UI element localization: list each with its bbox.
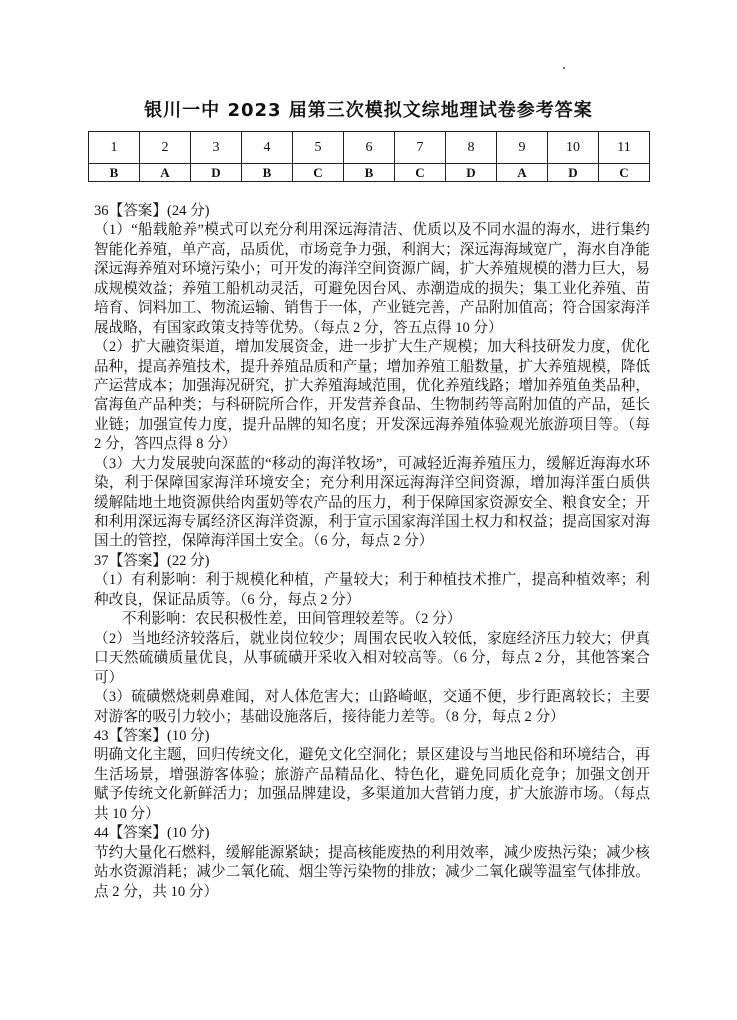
question-number-cell: 4 <box>242 132 293 164</box>
answer-cell: C <box>599 164 650 182</box>
text-line: 可） <box>94 669 124 686</box>
answer-paragraph <box>94 455 650 552</box>
text-line: 品种，提高养殖技术，提升养殖品质和产量；增加养殖工船数量，扩大养殖规模，降低 <box>94 358 650 375</box>
question-number-cell: 11 <box>599 132 650 164</box>
answer-row <box>89 164 650 182</box>
answer-cell: A <box>140 164 191 182</box>
text-line: 不利影响：农民积极性差，田间管理较差等。（2 分） <box>122 611 462 628</box>
question-number-cell: 2 <box>140 132 191 164</box>
answer-paragraph <box>94 571 650 610</box>
text-line: 展战略，有国家政策支持等优势。（每点 2 分，答五点得 10 分） <box>94 319 503 336</box>
text-line: 种改良，保证品质等。（6 分，每点 2 分） <box>94 591 361 608</box>
text-line: 2 分，答四点得 8 分） <box>94 436 237 453</box>
text-line: 生活场景，增强游客体验；旅游产品精品化、特色化，避免同质化竞争；加强文创开 <box>94 766 650 783</box>
text-line: 深远海养殖对环境污染小；可开发的海洋空间资源广阔，扩大养殖规模的潜力巨大，易 <box>94 261 650 278</box>
text-line: （2）当地经济较落后，就业岗位较少；周围农民收入较低，家庭经济压力较大；伊真 <box>94 630 650 647</box>
answer-cell: B <box>344 164 395 182</box>
question-number-row <box>89 132 650 164</box>
text-line: 节约大量化石燃料，缓解能源紧缺；提高核能废热的利用效率，减少废热污染；减少核 <box>94 844 650 861</box>
text-line: 对游客的吸引力较小；基础设施落后，接待能力差等。（8 分，每点 2 分） <box>94 708 565 725</box>
text-line: 培育、饲料加工、物流运输、销售于一体，产业链完善，产品附加值高；符合国家海洋 <box>94 300 650 317</box>
answer-cell: C <box>293 164 344 182</box>
text-line: （2）扩大融资渠道，增加发展资金，进一步扩大生产规模；加大科技研发力度，优化 <box>94 339 650 356</box>
text-line: 36【答案】(24 分) <box>94 203 210 219</box>
question-header <box>94 727 650 746</box>
question-number-cell: 9 <box>497 132 548 164</box>
text-line: 37【答案】(22 分) <box>94 552 210 569</box>
answer-cell: B <box>242 164 293 182</box>
answer-paragraph <box>94 688 650 727</box>
text-line: （1）“船载舱养”模式可以充分利用深远海清洁、优质以及不同水温的海水，进行集约 <box>94 222 650 239</box>
text-line: 和利用深远海专属经济区海洋资源，利于宣示国家海洋国土权力和权益；提高国家对海 <box>94 514 650 531</box>
answer-paragraph <box>94 338 650 455</box>
answer-cell: A <box>497 164 548 182</box>
text-line: 智能化养殖，单产高，品质优，市场竞争力强，利润大；深远海海域宽广，海水自净能 <box>94 241 650 258</box>
answer-table <box>88 131 650 182</box>
question-number-cell: 7 <box>395 132 446 164</box>
text-line: （3）硫磺燃烧刺鼻难闻，对人体危害大；山路崎岖，交通不便，步行距离较长；主要 <box>94 689 650 706</box>
stray-dot <box>563 67 565 69</box>
text-line: 业链；加强宣传力度，提升品牌的知名度；开发深远海养殖体验观光旅游项目等。（每 <box>94 416 650 433</box>
question-number-cell: 10 <box>548 132 599 164</box>
answer-paragraph <box>94 630 650 688</box>
text-line: 染，利于保障国家海洋环境安全；充分利用深远海海洋空间资源，增加海洋蛋白质供 <box>94 475 650 492</box>
text-line: 口天然硫磺质量优良，从事硫磺开采收入相对较高等。（6 分，每点 2 分，其他答案合 <box>94 650 650 667</box>
text-line: 共 10 分） <box>94 805 160 822</box>
question-header <box>94 202 650 221</box>
answer-paragraph <box>94 221 650 338</box>
text-line: 点 2 分，共 10 分） <box>94 883 219 900</box>
text-line: 成规模效益；养殖工船机动灵活，可避免因台风、赤潮造成的损失；集工业化养殖、苗 <box>94 280 650 297</box>
text-line: 缓解陆地土地资源供给肉蛋奶等农产品的压力，利于保障国家资源安全、粮食安全；开 <box>94 494 650 511</box>
text-line: 43【答案】(10 分) <box>94 727 210 744</box>
answer-paragraph <box>94 746 650 824</box>
text-line: 国土的管控，保障海洋国土安全。（6 分，每点 2 分） <box>94 533 434 550</box>
text-line: （3）大力发展驶向深蓝的“移动的海洋牧场”，可减轻近海养殖压力，缓解近海海水环 <box>94 455 650 472</box>
answer-cell: D <box>548 164 599 182</box>
text-line: （1）有利影响：利于规模化种植，产量较大；利于种植技术推广，提高种植效率；利 <box>94 572 650 589</box>
question-number-cell: 8 <box>446 132 497 164</box>
answer-paragraph <box>94 610 650 629</box>
question-number-cell: 1 <box>89 132 140 164</box>
question-header <box>94 552 650 571</box>
text-line: 站水资源消耗；减少二氧化硫、烟尘等污染物的排放；减少二氧化碳等温室气体排放。 <box>94 864 650 881</box>
answer-cell: D <box>446 164 497 182</box>
text-line: 44【答案】(10 分) <box>94 825 210 842</box>
answer-cell: C <box>395 164 446 182</box>
text-line: 赋予传统文化新鲜活力；加强品牌建设，多渠道加大营销力度，扩大旅游市场。（每点 <box>94 786 650 803</box>
answer-body <box>94 202 650 902</box>
answer-paragraph <box>94 844 650 902</box>
page-title: 银川一中 2023 届第三次模拟文综地理试卷参考答案 <box>144 100 593 121</box>
question-number-cell: 6 <box>344 132 395 164</box>
question-header <box>94 824 650 843</box>
question-number-cell: 3 <box>191 132 242 164</box>
question-number-cell: 5 <box>293 132 344 164</box>
text-line: 明确文化主题，回归传统文化，避免文化空洞化；景区建设与当地民俗和环境结合，再 <box>94 747 650 764</box>
answer-cell: D <box>191 164 242 182</box>
answer-cell: B <box>89 164 140 182</box>
text-line: 产运营成本；加强海况研究，扩大养殖海域范围，优化养殖线路；增加养殖鱼类品种， <box>94 377 650 394</box>
text-line: 富海鱼产品种类；与科研院所合作，开发营养食品、生物制药等高附加值的产品，延长 <box>94 397 650 414</box>
